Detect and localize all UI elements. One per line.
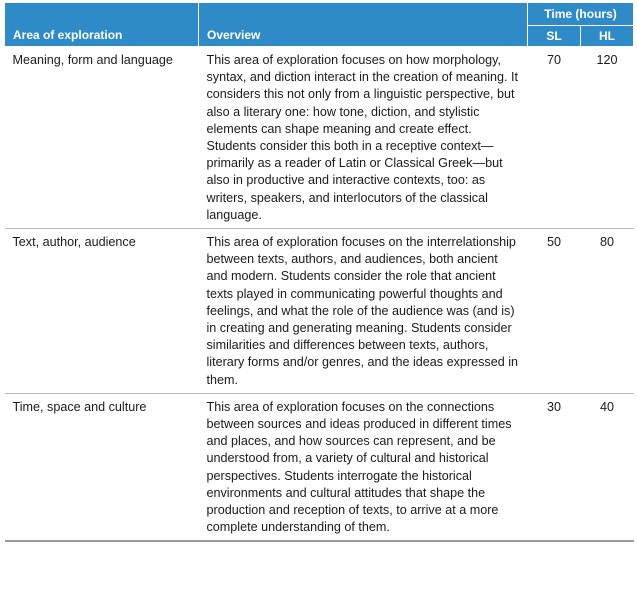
area-cell: Meaning, form and language [5, 47, 199, 229]
table-row [5, 47, 634, 229]
sl-hours-cell: 70 [528, 47, 581, 229]
area-cell: Text, author, audience [5, 229, 199, 394]
exploration-table [4, 2, 634, 542]
overview-cell: This area of exploration focuses on how morphology, syntax, and diction interact in the creation of meaning. It considers this not only from a linguistic perspective, but also a literary one: how tone, diction, and stylistic elements can shape meaning and create effect. Students consider this both in a receptive context—primarily as a reader of Latin or Classical Greek—but also in productive and interactive contexts, too: as writers, speakers, and interlocutors of the classical language. [199, 47, 528, 229]
table-row [5, 229, 634, 394]
sl-hours-cell: 30 [528, 393, 581, 541]
header-area: Area of exploration [5, 3, 199, 47]
header-time: Time (hours) [528, 3, 634, 26]
header-hl: HL [581, 26, 634, 47]
area-cell: Time, space and culture [5, 393, 199, 541]
overview-cell: This area of exploration focuses on the interrelationship between texts, authors, and audiences, both ancient and modern. Students consider the role that ancient texts played in communicating powerful thoughts and feelings, and what the role of the audience was (and is) in creating and generating meaning. Students consider similarities and differences between texts, authors, literary forms and/or genres, and the ideas expressed in them. [199, 229, 528, 394]
sl-hours-cell: 50 [528, 229, 581, 394]
table-row [5, 393, 634, 541]
overview-cell: This area of exploration focuses on the connections between sources and ideas produced in different times and places, and how sources can represent, and be understood from, a variety of cultural and historical perspectives. Students interrogate the historical environments and cultural attitudes that shape the production and reception of texts, to arrive at a more complete understanding of them. [199, 393, 528, 541]
hl-hours-cell: 120 [581, 47, 634, 229]
hl-hours-cell: 80 [581, 229, 634, 394]
hl-hours-cell: 40 [581, 393, 634, 541]
header-sl: SL [528, 26, 581, 47]
header-overview: Overview [199, 3, 528, 47]
